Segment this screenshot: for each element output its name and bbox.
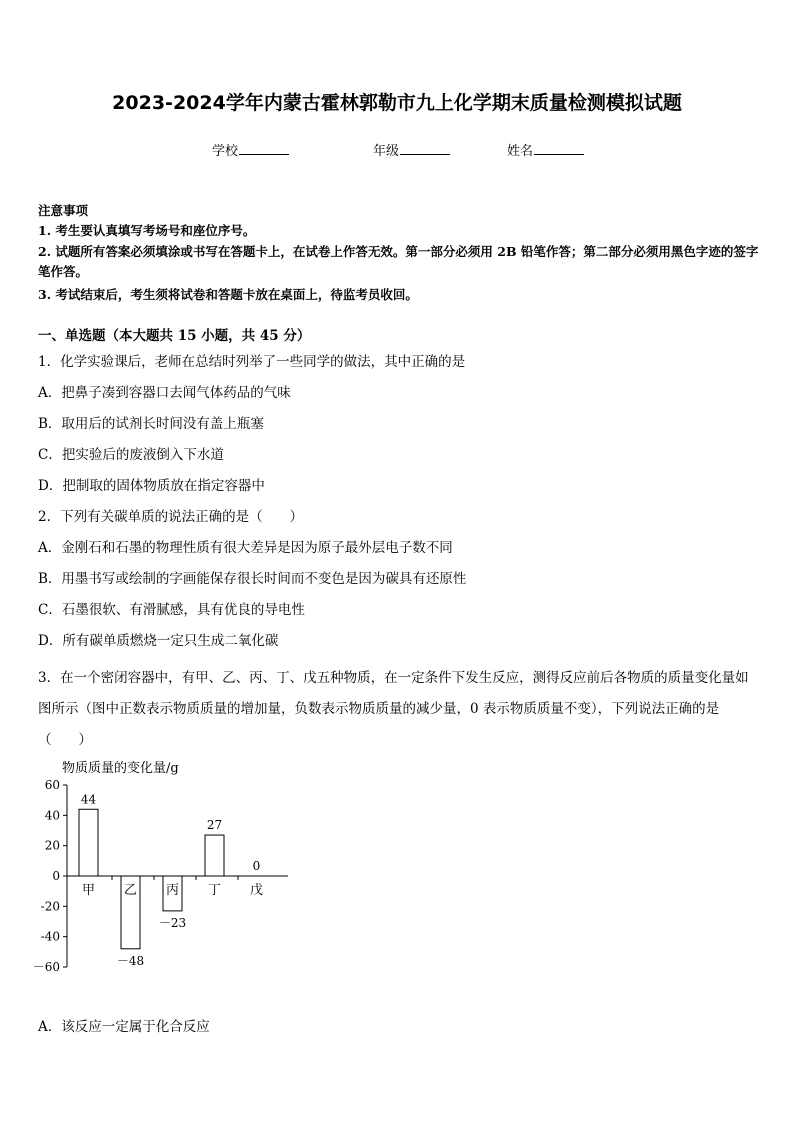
question-option: B．用墨书写或绘制的字画能保存很长时间而不变色是因为碳具有还原性: [38, 571, 467, 587]
data-label: 44: [80, 792, 97, 807]
y-tick-label: -20: [40, 899, 60, 914]
y-tick-label: -40: [40, 929, 60, 944]
school-label: 学校: [212, 144, 239, 159]
note-item: 2. 试题所有答案必须填涂或书写在答题卡上，在试卷上作答无效。第一部分必须用 2B 铅笔作答；第二部分必须用黑色字迹的签字笔作答。: [38, 244, 759, 279]
page-title: 2023-2024学年内蒙古霍林郭勒市九上化学期末质量检测模拟试题: [112, 92, 682, 114]
question-option: C．石墨很软、有滑腻感，具有优良的导电性: [38, 602, 305, 618]
section-heading: 一、单选题（本大题共 15 小题，共 45 分）: [38, 328, 311, 344]
name-label: 姓名: [507, 144, 534, 159]
bar-chart: [30, 752, 330, 984]
question-option: B．取用后的试剂长时间没有盖上瓶塞: [38, 416, 264, 432]
question-stem: 3．在一个密闭容器中，有甲、乙、丙、丁、戊五种物质，在一定条件下发生反应，测得反应前后各物质的质量变化量如图所示（图中正数表示物质质量的增加量，负数表示物质质量的减少量，0 表示物质质量不变），下列说法正确的是（ ）: [38, 670, 749, 748]
school-blank: [239, 142, 289, 155]
notes-heading: 注意事项: [38, 203, 89, 218]
grade-blank: [400, 142, 450, 155]
x-tick-label: 乙: [123, 883, 138, 898]
chart-ylabel: 物质质量的变化量/g: [62, 761, 179, 776]
school-field: [212, 140, 289, 159]
question-option: A．把鼻子凑到容器口去闻气体药品的气味: [38, 385, 291, 401]
question-option: D．把制取的固体物质放在指定容器中: [38, 478, 265, 494]
y-tick-label: 60: [44, 778, 60, 792]
bar: [205, 835, 224, 876]
question-option: D．所有碳单质燃烧一定只生成二氧化碳: [38, 633, 279, 649]
question-stem: 2．下列有关碳单质的说法正确的是（ ）: [38, 509, 304, 525]
x-tick-label: 丙: [165, 883, 180, 898]
data-label: 27: [206, 818, 223, 833]
x-tick-label: 丁: [207, 883, 222, 898]
bar: [79, 809, 98, 876]
y-tick-label: 20: [44, 838, 60, 853]
grade-field: [373, 140, 450, 159]
question-option: C．把实验后的废液倒入下水道: [38, 447, 224, 463]
name-blank: [534, 142, 584, 155]
y-tick-label: 0: [52, 869, 60, 883]
name-field: [507, 140, 584, 159]
data-label: 0: [252, 859, 261, 873]
note-item: 1. 考生要认真填写考场号和座位序号。: [38, 223, 256, 238]
question-option: A．该反应一定属于化合反应: [38, 1019, 210, 1035]
question-option: A．金刚石和石墨的物理性质有很大差异是因为原子最外层电子数不同: [38, 540, 453, 556]
y-tick-label: －60: [32, 960, 60, 974]
grade-label: 年级: [373, 144, 400, 159]
x-tick-label: 甲: [81, 883, 96, 898]
data-label: －48: [116, 953, 145, 968]
data-label: －23: [158, 915, 187, 930]
y-tick-label: 40: [44, 808, 60, 823]
note-item: 3. 考试结束后，考生须将试卷和答题卡放在桌面上，待监考员收回。: [38, 287, 418, 302]
question-stem: 1．化学实验课后，老师在总结时列举了一些同学的做法，其中正确的是: [38, 354, 466, 370]
x-tick-label: 戊: [249, 883, 264, 898]
